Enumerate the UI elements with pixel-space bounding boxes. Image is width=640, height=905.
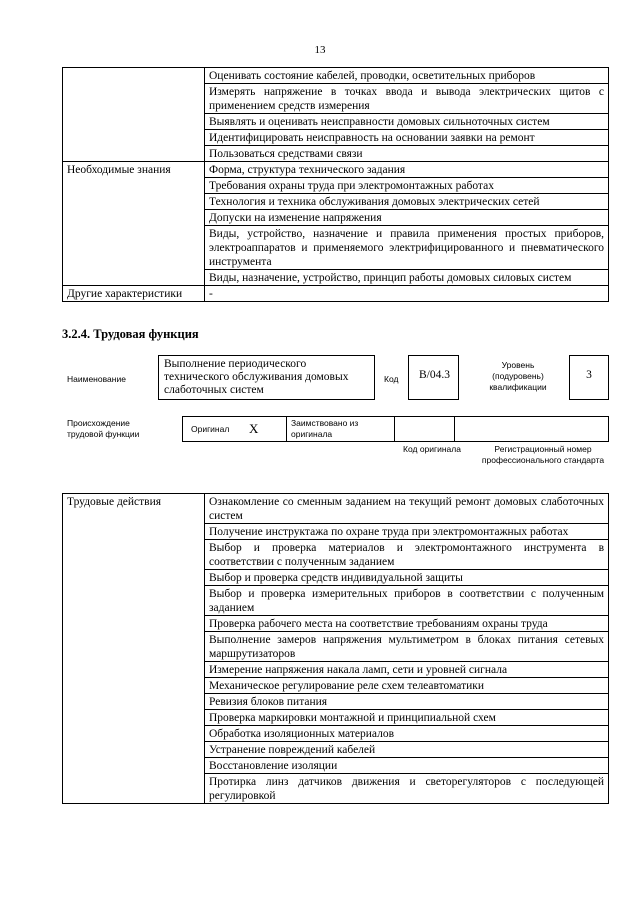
row-group-label: Необходимые знания bbox=[63, 162, 205, 286]
table-cell: Проверка рабочего места на соответствие требованиям охраны труда bbox=[205, 616, 609, 632]
table-cell: Выбор и проверка материалов и электромонтажного инструмента в соответствии с полученным заданием bbox=[205, 540, 609, 570]
original-label: Оригинал bbox=[191, 424, 230, 434]
table-row bbox=[63, 494, 609, 524]
table-cell: Ревизия блоков питания bbox=[205, 694, 609, 710]
borrowed-label: Заимствовано из оригинала bbox=[291, 418, 359, 439]
table-cell: Выбор и проверка средств индивидуальной защиты bbox=[205, 570, 609, 586]
table-cell: Измерять напряжение в точках ввода и вывода электрических щитов с применением средств измерения bbox=[205, 84, 609, 114]
section-heading: 3.2.4. Трудовая функция bbox=[62, 327, 199, 341]
row-group-label bbox=[63, 68, 205, 162]
page-number: 13 bbox=[314, 44, 326, 56]
reg-number-cell bbox=[455, 417, 608, 441]
table-cell: Допуски на изменение напряжения bbox=[205, 210, 609, 226]
table-cell: Технология и техника обслуживания домовых электрических сетей bbox=[205, 194, 609, 210]
table-cell: Форма, структура технического задания bbox=[205, 162, 609, 178]
name-label: Наименование bbox=[67, 374, 126, 384]
table-cell: Ознакомление со сменным заданием на текущий ремонт домовых слаботочных систем bbox=[205, 494, 609, 524]
row-group-label: Другие характеристики bbox=[63, 286, 205, 302]
row-group-label: Трудовые действия bbox=[63, 494, 205, 804]
level-value-box: 3 bbox=[569, 355, 609, 400]
origin-label: Происхождение трудовой функции bbox=[67, 418, 140, 439]
work-actions-table bbox=[62, 493, 609, 804]
table-cell: Устранение повреждений кабелей bbox=[205, 742, 609, 758]
table-cell: Виды, назначение, устройство, принцип работы домовых силовых систем bbox=[205, 270, 609, 286]
table-row bbox=[63, 162, 609, 178]
origin-code-cell bbox=[395, 417, 455, 441]
borrowed-cell bbox=[287, 417, 395, 441]
table-cell: Получение инструктажа по охране труда при электромонтажных работах bbox=[205, 524, 609, 540]
table-cell: Оценивать состояние кабелей, проводки, осветительных приборов bbox=[205, 68, 609, 84]
original-cell bbox=[183, 417, 287, 441]
table-cell: Выявлять и оценивать неисправности домовых сильноточных систем bbox=[205, 114, 609, 130]
table-cell: Выполнение замеров напряжения мультиметром в блоках питания сетевых маршрутизаторов bbox=[205, 632, 609, 662]
skills-knowledge-table bbox=[62, 67, 609, 302]
reg-number-label: Регистрационный номер профессионального стандарта bbox=[481, 444, 605, 465]
table-cell: Механическое регулирование реле схем телеавтоматики bbox=[205, 678, 609, 694]
origin-code-label: Код оригинала bbox=[403, 444, 461, 454]
table-cell: Измерение напряжения накала ламп, сети и уровней сигнала bbox=[205, 662, 609, 678]
table-cell: Идентифицировать неисправность на основании заявки на ремонт bbox=[205, 130, 609, 146]
table-cell: Виды, устройство, назначение и правила применения простых приборов, электроаппаратов и применяемого электрифицированного и пневматического инструмента bbox=[205, 226, 609, 270]
table-row bbox=[63, 68, 609, 84]
origin-row bbox=[182, 416, 609, 442]
table-cell: Выбор и проверка измерительных приборов в соответствии с полученным заданием bbox=[205, 586, 609, 616]
table-row bbox=[63, 286, 609, 302]
function-code-box: В/04.3 bbox=[408, 355, 459, 400]
code-label: Код bbox=[384, 374, 399, 384]
function-name-box: Выполнение периодического технического обслуживания домовых слаботочных систем bbox=[158, 355, 375, 400]
level-label: Уровень (подуровень) квалификации bbox=[489, 360, 547, 392]
table-cell: Требования охраны труда при электромонтажных работах bbox=[205, 178, 609, 194]
original-mark: X bbox=[249, 421, 259, 436]
table-cell: Восстановление изоляции bbox=[205, 758, 609, 774]
table-cell: - bbox=[205, 286, 609, 302]
table-cell: Протирка линз датчиков движения и светорегуляторов с последующей регулировкой bbox=[205, 774, 609, 804]
table-cell: Пользоваться средствами связи bbox=[205, 146, 609, 162]
table-cell: Обработка изоляционных материалов bbox=[205, 726, 609, 742]
table-cell: Проверка маркировки монтажной и принципиальной схем bbox=[205, 710, 609, 726]
